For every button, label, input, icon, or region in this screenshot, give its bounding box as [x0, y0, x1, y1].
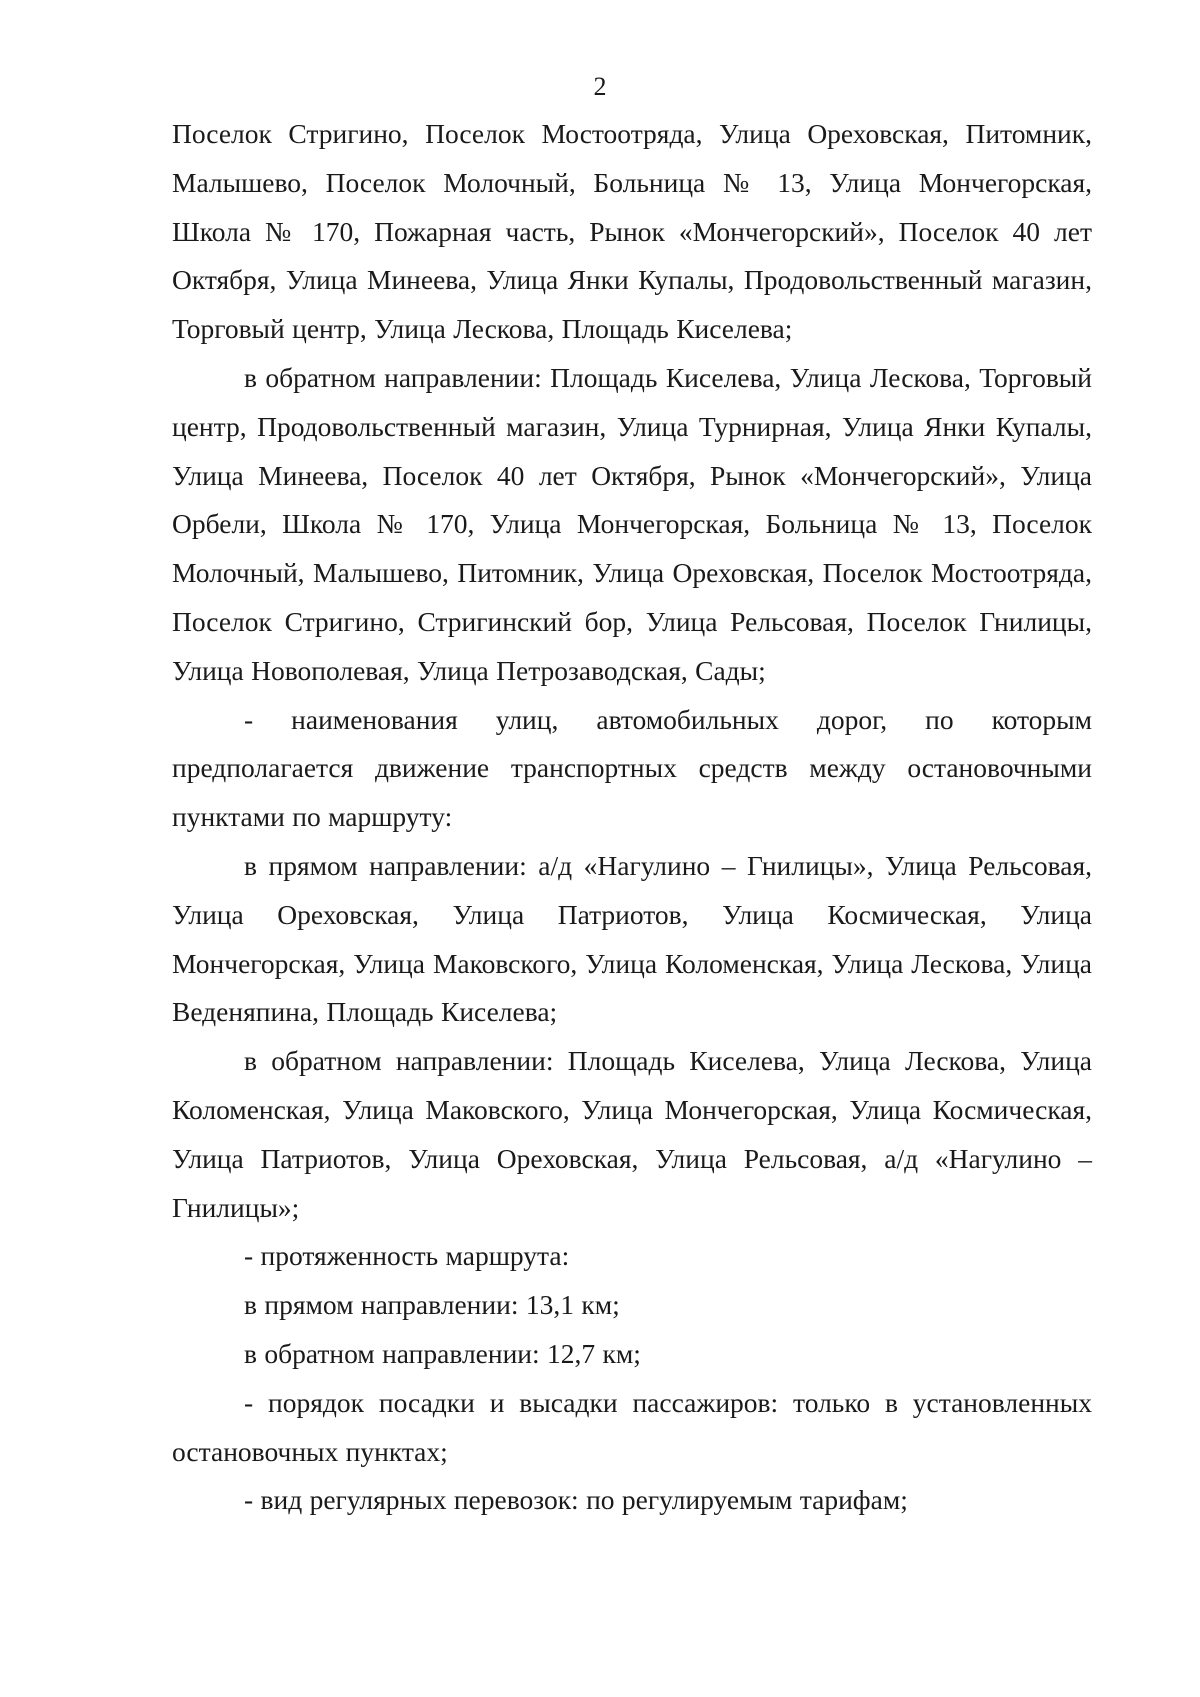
paragraph-route-length-heading: - протяженность маршрута:: [244, 1240, 570, 1272]
paragraph-route-length-reverse: в обратном направлении: 12,7 км;: [244, 1337, 641, 1369]
paragraph-stops-reverse: в обратном направлении: Площадь Киселева, Улица Лескова, Торговый центр, Продовольственный магазин, Улица Турнирная, Улица Янки Купалы, Улица Минеева, Поселок 40 лет Октября, Рынок «Мончегорский», Улица Орбели, Школа № 170, Улица Мончегорская, Больница № 13, Поселок Молочный, Малышево, Питомник, Улица Ореховская, Поселок Мостоотряда, Поселок Стригино, Стригинский бор, Улица Рельсовая, Поселок Гнилицы, Улица Новополевая, Улица Петрозаводская, Сады;: [172, 361, 1092, 686]
paragraph-route-length-forward: в прямом направлении: 13,1 км;: [244, 1289, 620, 1321]
document-body: [172, 110, 1092, 1525]
paragraph-boarding-order: - порядок посадки и высадки пассажиров: только в установленных остановочных пунктах;: [172, 1386, 1092, 1467]
paragraph-streets-heading: - наименования улиц, автомобильных дорог, по которым предполагается движение транспортных средств между остановочными пунктами по маршруту:: [172, 703, 1092, 833]
paragraph-stops-forward-continued: Поселок Стригино, Поселок Мостоотряда, Улица Ореховская, Питомник, Малышево, Поселок Молочный, Больница № 13, Улица Мончегорская, Школа № 170, Пожарная часть, Рынок «Мончегорский», Поселок 40 лет Октября, Улица Минеева, Улица Янки Купалы, Продовольственный магазин, Торговый центр, Улица Лескова, Площадь Киселева;: [172, 118, 1092, 345]
paragraph-streets-reverse: в обратном направлении: Площадь Киселева, Улица Лескова, Улица Коломенская, Улица Маковского, Улица Мончегорская, Улица Космическая, Улица Патриотов, Улица Ореховская, Улица Рельсовая, а/д «Нагулино – Гнилицы»;: [172, 1045, 1092, 1223]
paragraph-streets-forward: в прямом направлении: а/д «Нагулино – Гнилицы», Улица Рельсовая, Улица Ореховская, Улица Патриотов, Улица Космическая, Улица Мончегорская, Улица Маковского, Улица Коломенская, Улица Лескова, Улица Веденяпина, Площадь Киселева;: [172, 849, 1092, 1028]
paragraph-transport-type: - вид регулярных перевозок: по регулируемым тарифам;: [244, 1484, 908, 1516]
page-number: 2: [593, 72, 607, 101]
